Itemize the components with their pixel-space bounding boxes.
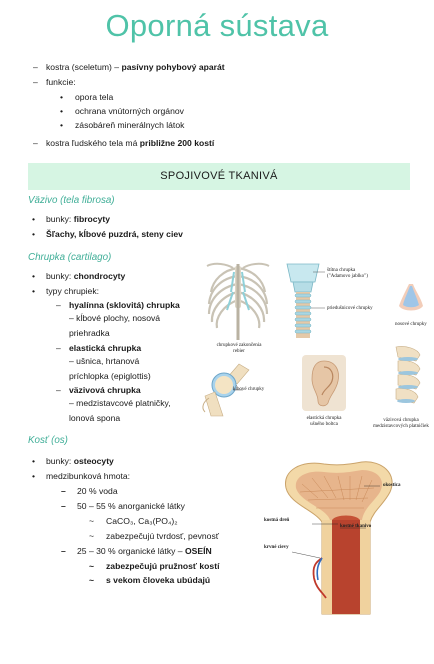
dash-marker: – bbox=[33, 138, 38, 148]
ribcage-caption bbox=[200, 343, 278, 355]
organic-bold: OSEÍN bbox=[184, 546, 212, 556]
caption-line: ušného boltca bbox=[310, 422, 338, 427]
dash-marker: – bbox=[56, 385, 61, 395]
bullet-marker: • bbox=[32, 456, 36, 466]
vazivo-heading: Väzivo (tela fibrosa) bbox=[28, 195, 115, 206]
chrupka-cells bbox=[46, 271, 125, 282]
dash-marker: – bbox=[33, 62, 38, 72]
organic-item bbox=[77, 546, 212, 557]
water-item: 20 % voda bbox=[77, 486, 118, 496]
cells-prefix: bunky: bbox=[46, 271, 74, 281]
elastic-desc: príchlopka (epiglottis) bbox=[69, 371, 151, 381]
caption-line: ("Adamovo jablko") bbox=[327, 274, 368, 279]
nose-illustration bbox=[395, 282, 427, 316]
hyaline-desc: priehradka bbox=[69, 328, 110, 338]
kost-heading: Kosť (os) bbox=[28, 435, 68, 446]
ear-caption bbox=[296, 416, 352, 428]
skeleton-bold: pasívny pohybový aparát bbox=[121, 62, 225, 72]
fibrous-title: väzivová chrupka bbox=[69, 385, 141, 395]
dash-marker: – bbox=[61, 501, 66, 511]
ear-illustration bbox=[302, 355, 346, 411]
bullet-marker: • bbox=[32, 471, 36, 481]
hyaline-desc: – kĺbové plochy, nosová bbox=[69, 313, 161, 323]
cells-prefix: bunky: bbox=[46, 214, 74, 224]
inorganic-sub: CaCO₃, Ca₃(PO₄)₂ bbox=[106, 516, 178, 526]
caption-line: chrupkové zakončenia bbox=[216, 343, 262, 348]
skeleton-text: kostra (sceletum) – bbox=[46, 62, 122, 72]
cells-bold: fibrocyty bbox=[73, 214, 111, 224]
dash-marker: – bbox=[56, 300, 61, 310]
page-title: Oporná sústava bbox=[105, 8, 329, 43]
ribcage-illustration bbox=[203, 262, 273, 342]
organic-sub: s vekom človeka ubúdajú bbox=[106, 575, 211, 585]
fibrous-desc: – medzistavcové platničky, bbox=[69, 398, 171, 408]
elastic-desc: – ušnica, hrtanová bbox=[69, 356, 140, 366]
organic-text: 25 – 30 % organické látky – bbox=[77, 546, 185, 556]
caption-line: väzivová chrupka bbox=[383, 418, 419, 423]
vazivo-examples: Šľachy, kĺbové puzdrá, steny ciev bbox=[46, 229, 183, 239]
caption-line: rebier bbox=[233, 349, 245, 354]
bone-count-line bbox=[46, 138, 214, 149]
chrupka-types-label: typy chrupiek: bbox=[46, 286, 100, 296]
function-item: zásobáreň minerálnych látok bbox=[75, 120, 185, 130]
spine-caption bbox=[370, 418, 432, 430]
inorganic-sub: zabezpečujú tvrdosť, pevnosť bbox=[106, 531, 219, 541]
bullet-marker: • bbox=[32, 214, 36, 224]
fibrous-desc: lonová spona bbox=[69, 413, 121, 423]
trachea-caption bbox=[327, 268, 368, 280]
dash-marker: – bbox=[56, 343, 61, 353]
bone-label: kostné tkanivo bbox=[340, 524, 372, 529]
bone-count-bold: približne 200 kostí bbox=[139, 138, 215, 148]
dash-marker: – bbox=[33, 77, 38, 87]
tilde-marker: ~ bbox=[89, 516, 95, 526]
bone-label: kostná dreň bbox=[264, 518, 290, 523]
hyaline-title: hyalínna (sklovitá) chrupka bbox=[69, 300, 180, 310]
cells-bold: chondrocyty bbox=[73, 271, 126, 281]
bone-count-text: kostra ľudského tela má bbox=[46, 138, 140, 148]
elastic-title: elastická chrupka bbox=[69, 343, 142, 353]
bone-label: okostica bbox=[383, 483, 401, 488]
tracheal-caption: priedušnicové chrupky bbox=[327, 306, 373, 311]
cells-prefix: bunky: bbox=[46, 456, 74, 466]
inorganic-item: 50 – 55 % anorganické látky bbox=[77, 501, 185, 511]
kost-matrix-label: medzibunková hmota: bbox=[46, 471, 131, 481]
section-banner bbox=[28, 163, 410, 190]
banner-text: SPOJIVOVÉ TKANIVÁ bbox=[160, 170, 278, 182]
dash-marker: – bbox=[61, 486, 66, 496]
tilde-marker: ~ bbox=[89, 575, 95, 585]
bullet-marker: • bbox=[32, 271, 36, 281]
caption-line: elastická chrupka bbox=[306, 416, 342, 421]
bone-label: krvné cievy bbox=[264, 545, 289, 550]
function-item: ochrana vnútorných orgánov bbox=[75, 106, 184, 116]
spine-illustration bbox=[388, 345, 424, 411]
nose-caption: nosové chrupky bbox=[395, 322, 427, 327]
bullet-marker: • bbox=[32, 286, 36, 296]
caption-line: medzistavcových platničiek bbox=[373, 424, 429, 429]
bone-illustration bbox=[278, 458, 400, 616]
trachea-illustration bbox=[281, 260, 325, 340]
function-item: opora tela bbox=[75, 92, 114, 102]
joint-caption: kĺbové chrupky bbox=[233, 387, 265, 392]
chrupka-heading: Chrupka (cartilago) bbox=[28, 252, 112, 263]
skeleton-line bbox=[46, 62, 225, 73]
bullet-marker: • bbox=[32, 229, 36, 239]
organic-sub: zabezpečujú pružnosť kostí bbox=[106, 561, 220, 571]
tilde-marker: ~ bbox=[89, 531, 95, 541]
vazivo-cells bbox=[46, 214, 110, 225]
functions-label: funkcie: bbox=[46, 77, 76, 87]
kost-cells bbox=[46, 456, 114, 467]
bullet-marker: • bbox=[60, 120, 64, 130]
caption-line: štítna chrupka bbox=[327, 268, 356, 273]
bullet-marker: • bbox=[60, 106, 64, 116]
tilde-marker: ~ bbox=[89, 561, 95, 571]
bullet-marker: • bbox=[60, 92, 64, 102]
dash-marker: – bbox=[61, 546, 66, 556]
cells-bold: osteocyty bbox=[73, 456, 114, 466]
